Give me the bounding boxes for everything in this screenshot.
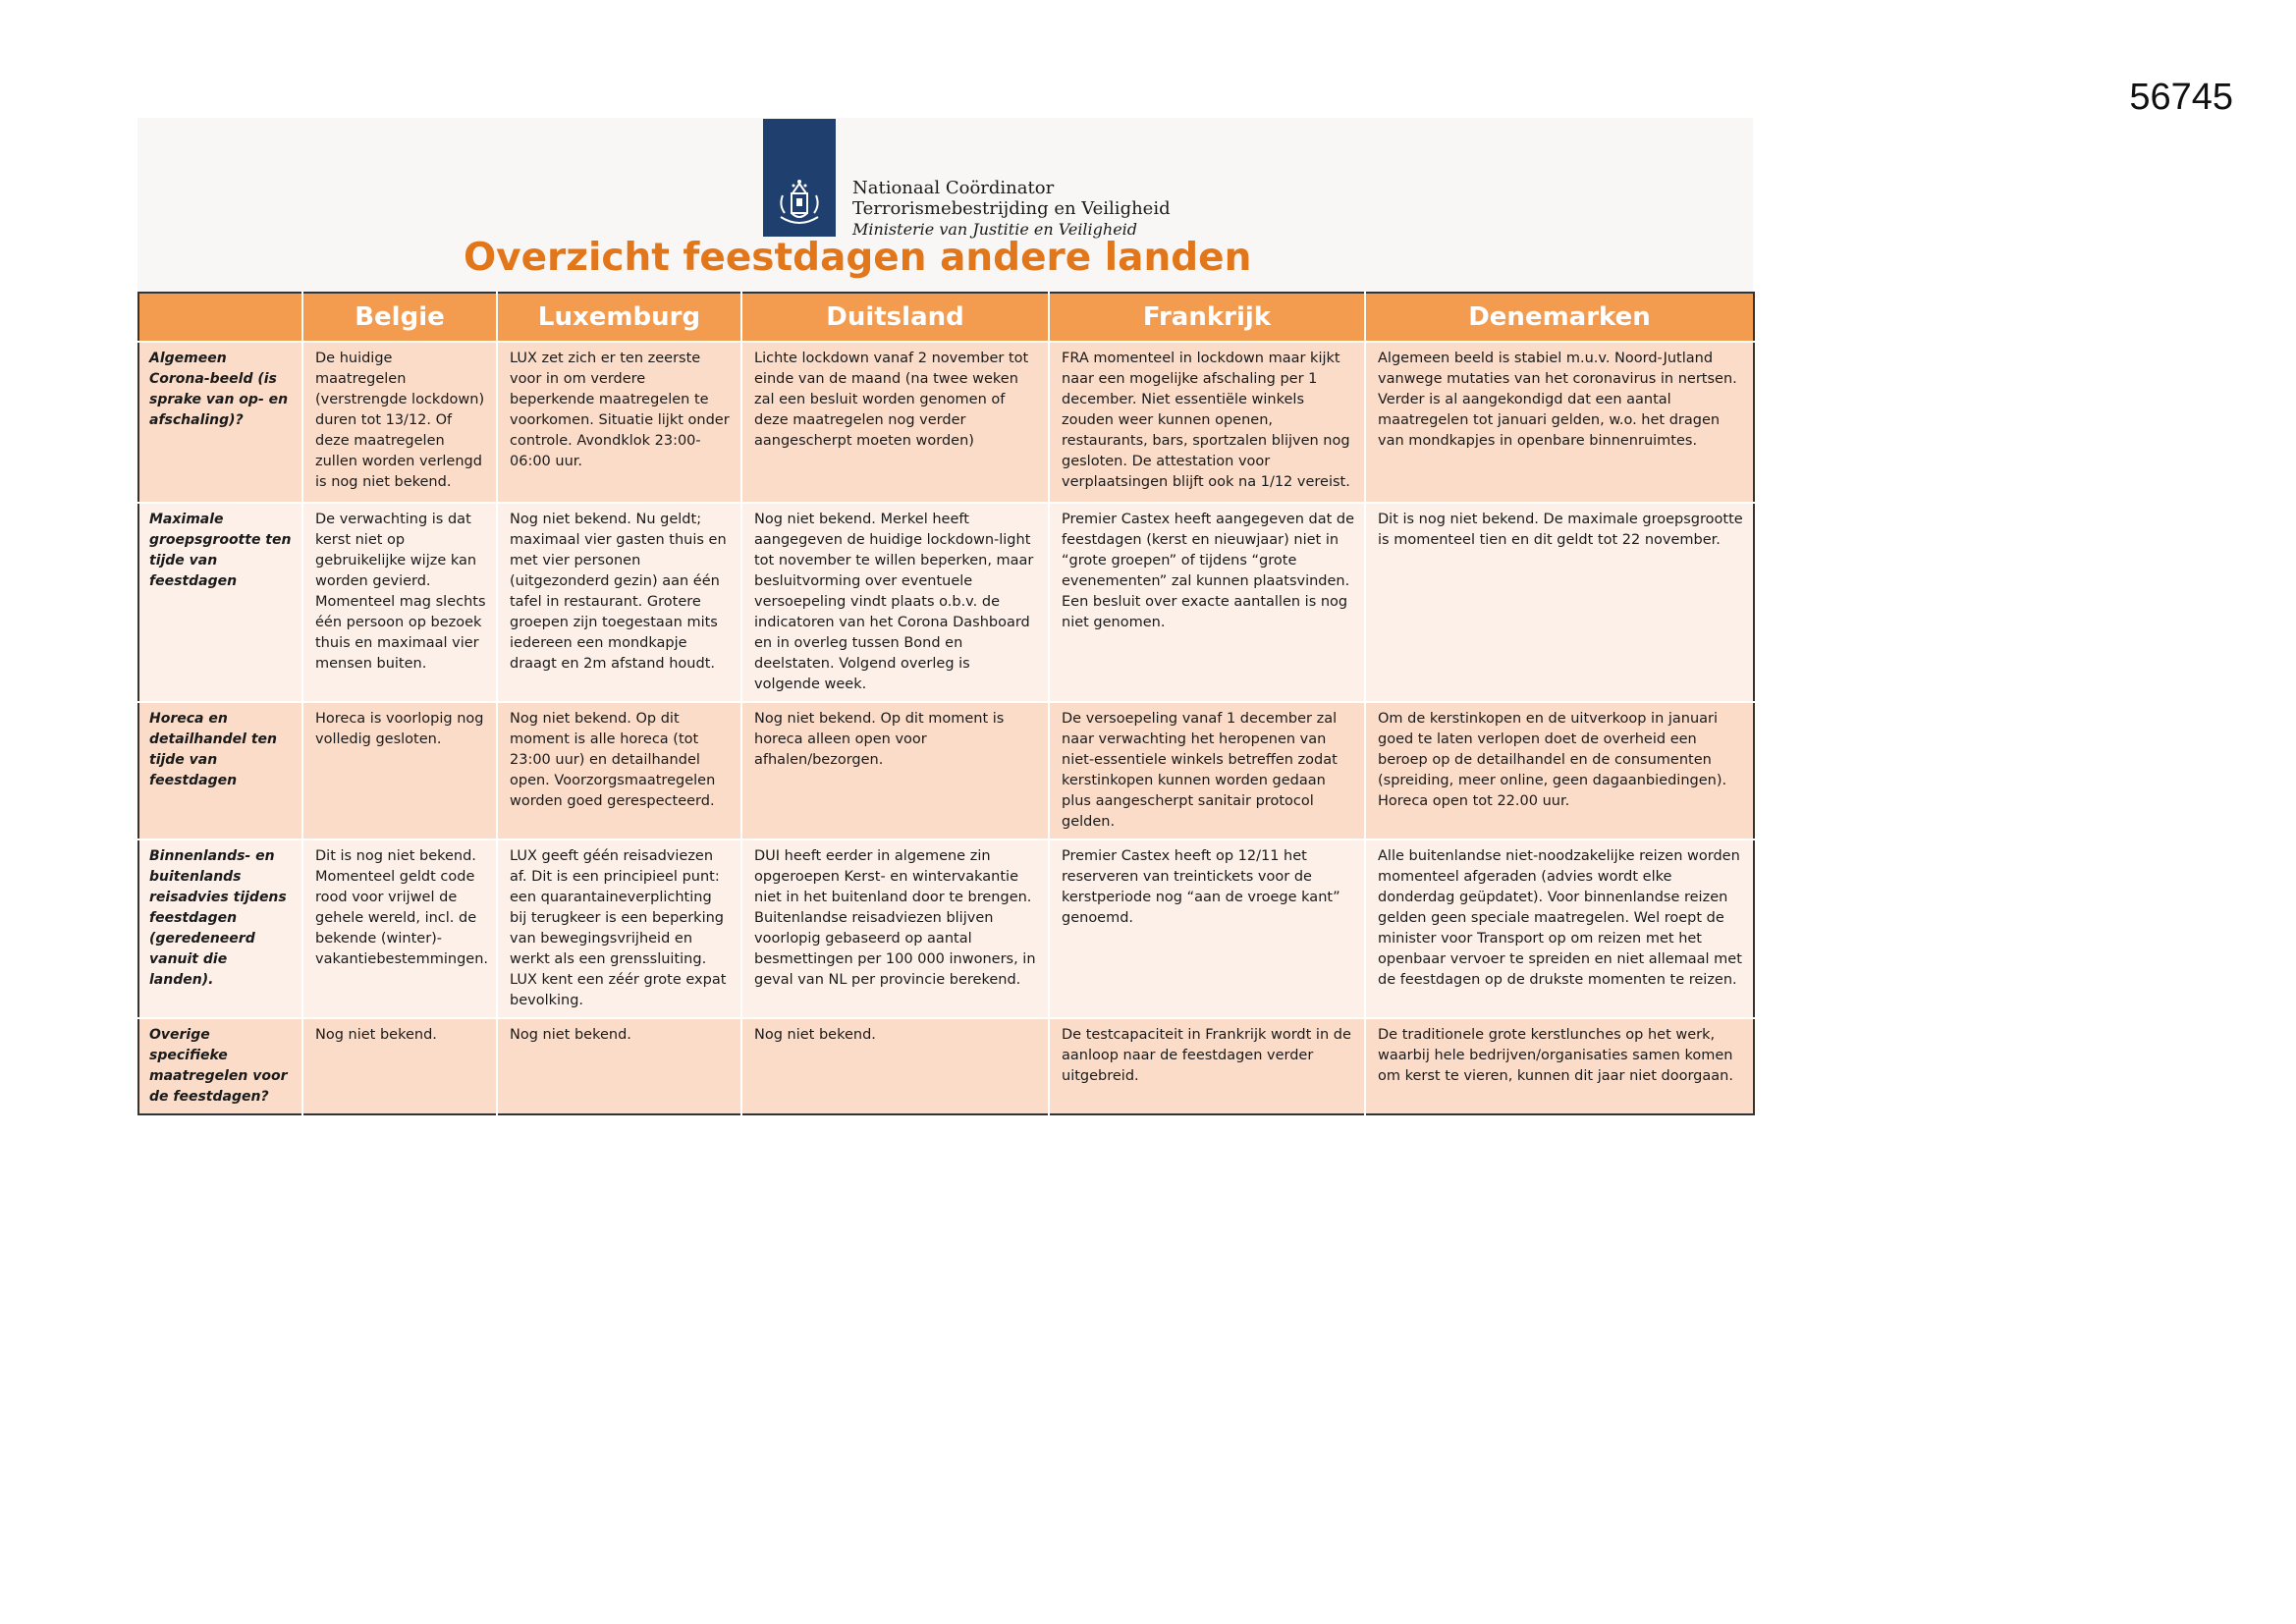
row-label: Algemeen Corona-beeld (is sprake van op- en afschaling)? [138, 342, 302, 503]
table-cell: Premier Castex heeft op 12/11 het reserveren van treintickets voor de kerstperiode nog “aan de vroege kant” genoemd. [1049, 839, 1365, 1018]
document-number: 56745 [2129, 77, 2233, 118]
ministry-name: Ministerie van Justitie en Veiligheid [852, 220, 1138, 239]
table-cell: Nog niet bekend. Op dit moment is horeca alleen open voor afhalen/bezorgen. [741, 702, 1049, 839]
table-cell: Nog niet bekend. Merkel heeft aangegeven de huidige lockdown-light tot november te willen beperken, maar besluitvorming over eventuele versoepeling vindt plaats o.b.v. de indicatoren van het Corona Dashboard en in overleg tussen Bond en deelstaten. Volgend overleg is volgende week. [741, 503, 1049, 702]
table-cell: Om de kerstinkopen en de uitverkoop in januari goed te laten verlopen doet de overheid een beroep op de detailhandel en de consumenten (spreiding, meer online, geen dagaanbiedingen). Horeca open tot 22.00 uur. [1365, 702, 1754, 839]
table-cell: FRA momenteel in lockdown maar kijkt naar een mogelijke afschaling per 1 december. Niet essentiële winkels zouden weer kunnen openen, restaurants, bars, sportzalen blijven nog gesloten. De attestation voor verplaatsingen blijft ook na 1/12 vereist. [1049, 342, 1365, 503]
table-cell: Nog niet bekend. Op dit moment is alle horeca (tot 23:00 uur) en detailhandel open. Voorzorgsmaatregelen worden goed gerespecteerd. [497, 702, 741, 839]
table-cell: Algemeen beeld is stabiel m.u.v. Noord-Jutland vanwege mutaties van het coronavirus in nertsen. Verder is al aangekondigd dat een aantal maatregelen tot januari gelden, w.o. het dragen van mondkapjes in openbare binnenruimtes. [1365, 342, 1754, 503]
org-name-line1: Nationaal Coördinator [852, 178, 1055, 198]
column-header-denemarken: Denemarken [1365, 293, 1754, 342]
table-cell: De verwachting is dat kerst niet op gebruikelijke wijze kan worden gevierd. Momenteel mag slechts één persoon op bezoek thuis en maximaal vier mensen buiten. [302, 503, 497, 702]
org-name-line2: Terrorismebestrijding en Veiligheid [852, 198, 1171, 219]
table-cell: Dit is nog niet bekend. De maximale groepsgrootte is momenteel tien en dit geldt tot 22 november. [1365, 503, 1754, 702]
table-row [138, 839, 1754, 1018]
table-cell: Horeca is voorlopig nog volledig gesloten. [302, 702, 497, 839]
coat-of-arms-icon [771, 174, 828, 231]
row-label: Binnenlands- en buitenlands reisadvies tijdens feestdagen (geredeneerd vanuit die landen). [138, 839, 302, 1018]
column-header-frankrijk: Frankrijk [1049, 293, 1365, 342]
table-cell: De traditionele grote kerstlunches op het werk, waarbij hele bedrijven/organisaties samen komen om kerst te vieren, kunnen dit jaar niet doorgaan. [1365, 1018, 1754, 1114]
column-header-duitsland: Duitsland [741, 293, 1049, 342]
table-cell: Lichte lockdown vanaf 2 november tot einde van de maand (na twee weken zal een besluit worden genomen of deze maatregelen nog verder aangescherpt moeten worden) [741, 342, 1049, 503]
table-cell: De testcapaciteit in Frankrijk wordt in de aanloop naar de feestdagen verder uitgebreid. [1049, 1018, 1365, 1114]
table-cell: LUX zet zich er ten zeerste voor in om verdere beperkende maatregelen te voorkomen. Situatie lijkt onder controle. Avondklok 23:00-06:00 uur. [497, 342, 741, 503]
overview-table [137, 292, 1755, 1115]
table-cell: Nog niet bekend. [302, 1018, 497, 1114]
table-cell: Nog niet bekend. Nu geldt; maximaal vier gasten thuis en met vier personen (uitgezonderd gezin) aan één tafel in restaurant. Grotere groepen zijn toegestaan mits iedereen een mondkapje draagt en 2m afstand houdt. [497, 503, 741, 702]
row-label: Maximale groepsgrootte ten tijde van feestdagen [138, 503, 302, 702]
table-row [138, 503, 1754, 702]
table-cell: De versoepeling vanaf 1 december zal naar verwachting het heropenen van niet-essentiele winkels betreffen zodat kerstinkopen kunnen worden gedaan plus aangescherpt sanitair protocol gelden. [1049, 702, 1365, 839]
page-title: Overzicht feestdagen andere landen [464, 236, 1252, 280]
table-cell: Dit is nog niet bekend. Momenteel geldt code rood voor vrijwel de gehele wereld, incl. de bekende (winter)-vakantiebestemmingen. [302, 839, 497, 1018]
table-cell: DUI heeft eerder in algemene zin opgeroepen Kerst- en wintervakantie niet in het buitenland door te brengen. Buitenlandse reisadviezen blijven voorlopig gebaseerd op aantal besmettingen per 100 000 inwoners, in geval van NL per provincie berekend. [741, 839, 1049, 1018]
organization-name [852, 178, 1171, 240]
row-label: Horeca en detailhandel ten tijde van feestdagen [138, 702, 302, 839]
column-header-luxemburg: Luxemburg [497, 293, 741, 342]
table-row [138, 702, 1754, 839]
table-row [138, 342, 1754, 503]
table-cell: Premier Castex heeft aangegeven dat de feestdagen (kerst en nieuwjaar) niet in “grote groepen” of tijdens “grote evenementen” zal kunnen plaatsvinden. Een besluit over exacte aantallen is nog niet genomen. [1049, 503, 1365, 702]
table-cell: LUX geeft géén reisadviezen af. Dit is een principieel punt: een quarantaineverplichting bij terugkeer is een beperking van bewegingsvrijheid en werkt als een grenssluiting. LUX kent een zéér grote expat bevolking. [497, 839, 741, 1018]
row-label: Overige specifieke maatregelen voor de feestdagen? [138, 1018, 302, 1114]
table-cell: Nog niet bekend. [497, 1018, 741, 1114]
table-row [138, 1018, 1754, 1114]
column-header-empty [138, 293, 302, 342]
rijksoverheid-logo [763, 119, 836, 237]
column-header-belgie: Belgie [302, 293, 497, 342]
table-header-row [138, 293, 1754, 342]
table-cell: De huidige maatregelen (verstrengde lockdown) duren tot 13/12. Of deze maatregelen zullen worden verlengd is nog niet bekend. [302, 342, 497, 503]
table-cell: Nog niet bekend. [741, 1018, 1049, 1114]
table-cell: Alle buitenlandse niet-noodzakelijke reizen worden momenteel afgeraden (advies wordt elke donderdag geüpdatet). Voor binnenlandse reizen gelden geen speciale maatregelen. Wel roept de minister voor Transport op om reizen met het openbaar vervoer te spreiden en niet allemaal met de feestdagen op de drukste momenten te reizen. [1365, 839, 1754, 1018]
